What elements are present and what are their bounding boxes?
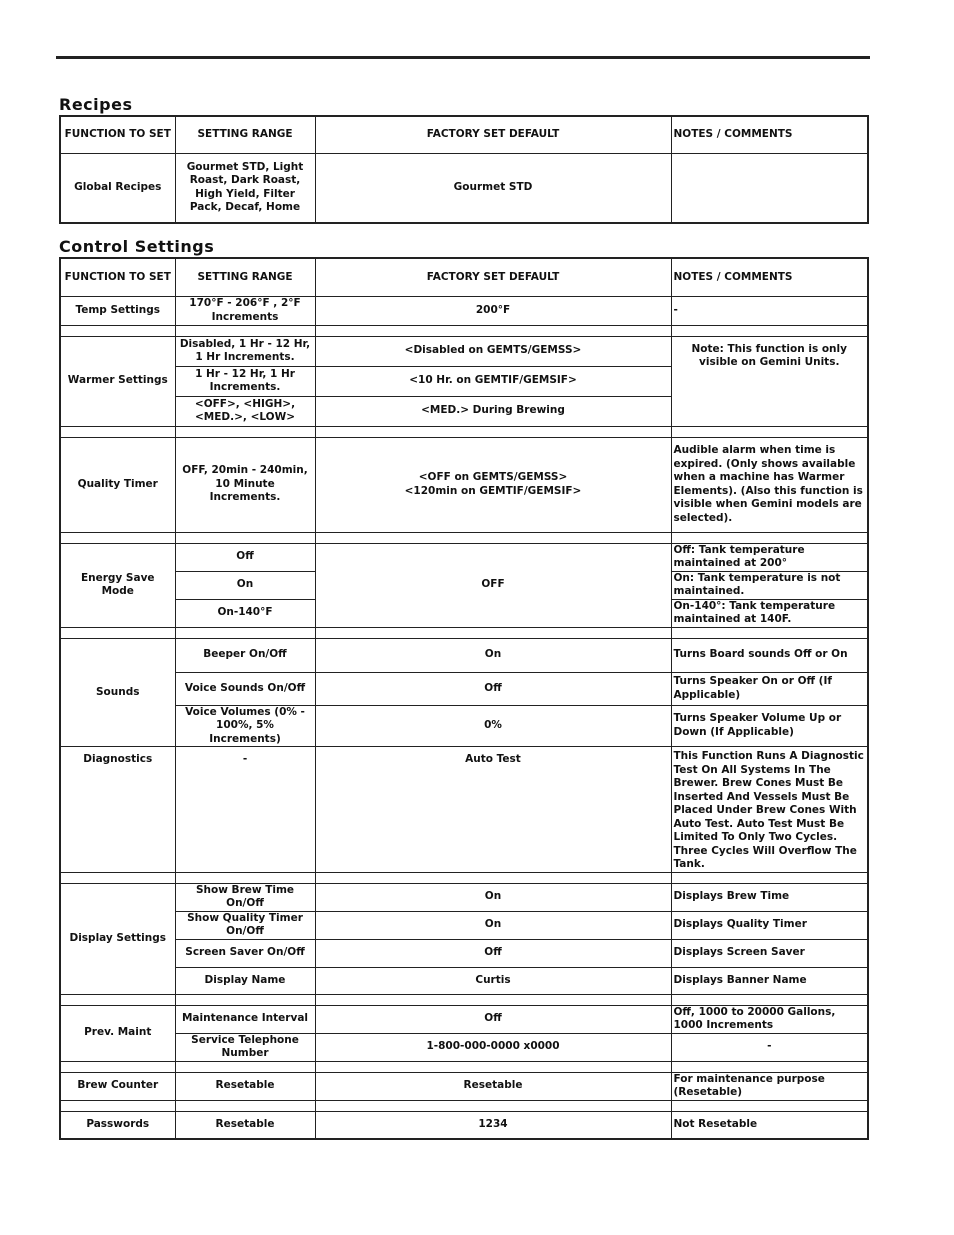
header-function: FUNCTION TO SET (60, 116, 175, 153)
default-cell (315, 437, 671, 532)
default-cell: Curtis (315, 967, 671, 994)
range-cell: OFF, 20min - 240min, 10 Minute Increments. (175, 437, 315, 532)
table-row (60, 911, 868, 939)
function-cell: Brew Counter (60, 1072, 175, 1100)
table-row (60, 705, 868, 747)
table-header-row (60, 116, 868, 153)
range-cell: Display Name (175, 967, 315, 994)
default-cell: Off (315, 1005, 671, 1033)
range-cell: Maintenance Interval (175, 1005, 315, 1033)
range-cell: <OFF>, <HIGH>, <MED.>, <LOW> (175, 396, 315, 426)
spacer-row (60, 994, 868, 1005)
spacer-row (60, 426, 868, 437)
notes-cell: Note: This function is only visible on Gemini Units. (671, 336, 868, 426)
default-cell: 1234 (315, 1111, 671, 1139)
table-row (60, 747, 868, 873)
notes-cell: - (671, 296, 868, 325)
control-settings-heading: Control Settings (59, 237, 215, 256)
default-line: <OFF on GEMTS/GEMSS> (418, 471, 568, 483)
range-cell: 1 Hr - 12 Hr, 1 Hr Increments. (175, 366, 315, 396)
table-row (60, 543, 868, 571)
range-cell: - (175, 747, 315, 873)
recipes-table (59, 115, 869, 224)
table-row (60, 967, 868, 994)
function-cell: Global Recipes (60, 153, 175, 223)
default-cell: OFF (315, 543, 671, 627)
default-cell: 1-800-000-0000 x0000 (315, 1033, 671, 1061)
table-row (60, 939, 868, 967)
default-cell: Off (315, 672, 671, 705)
range-cell: Disabled, 1 Hr - 12 Hr, 1 Hr Increments. (175, 336, 315, 366)
notes-cell: Not Resetable (671, 1111, 868, 1139)
range-cell: Screen Saver On/Off (175, 939, 315, 967)
function-cell: Display Settings (60, 883, 175, 994)
default-cell: On (315, 638, 671, 672)
default-cell: On (315, 911, 671, 939)
range-cell: Beeper On/Off (175, 638, 315, 672)
default-cell: Gourmet STD (315, 153, 671, 223)
default-cell: <10 Hr. on GEMTIF/GEMSIF> (315, 366, 671, 396)
default-cell: <Disabled on GEMTS/GEMSS> (315, 336, 671, 366)
recipes-heading: Recipes (59, 95, 133, 114)
header-notes: NOTES / COMMENTS (671, 116, 868, 153)
spacer-row (60, 872, 868, 883)
default-cell: 200°F (315, 296, 671, 325)
range-cell: Off (175, 543, 315, 571)
table-row (60, 336, 868, 366)
default-cell: <MED.> During Brewing (315, 396, 671, 426)
notes-cell: Displays Banner Name (671, 967, 868, 994)
spacer-row (60, 1100, 868, 1111)
notes-cell: On: Tank temperature is not maintained. (671, 571, 868, 599)
range-cell: Service Telephone Number (175, 1033, 315, 1061)
default-cell: On (315, 883, 671, 911)
table-row (60, 437, 868, 532)
header-default: FACTORY SET DEFAULT (315, 258, 671, 296)
function-cell: Warmer Settings (60, 336, 175, 426)
notes-cell: Turns Board sounds Off or On (671, 638, 868, 672)
spacer-row (60, 325, 868, 336)
notes-cell: Off: Tank temperature maintained at 200° (671, 543, 868, 571)
function-cell: Diagnostics (60, 747, 175, 873)
notes-cell: Audible alarm when time is expired. (Only shows available when a machine has Warmer Elements). (Also this function is visible when Gemini models are selected). (671, 437, 868, 532)
spacer-row (60, 532, 868, 543)
range-cell: On (175, 571, 315, 599)
function-cell: Quality Timer (60, 437, 175, 532)
range-cell: Show Quality Timer On/Off (175, 911, 315, 939)
spacer-row (60, 627, 868, 638)
function-cell: Passwords (60, 1111, 175, 1139)
notes-cell: - (671, 1033, 868, 1061)
header-range: SETTING RANGE (175, 258, 315, 296)
range-cell: Gourmet STD, Light Roast, Dark Roast, High Yield, Filter Pack, Decaf, Home (175, 153, 315, 223)
table-row (60, 672, 868, 705)
notes-cell (671, 153, 868, 223)
range-cell: On-140°F (175, 599, 315, 627)
notes-cell: On-140°: Tank temperature maintained at 140F. (671, 599, 868, 627)
notes-cell: Off, 1000 to 20000 Gallons, 1000 Increments (671, 1005, 868, 1033)
range-cell: 170°F - 206°F , 2°F Increments (175, 296, 315, 325)
function-cell: Prev. Maint (60, 1005, 175, 1061)
table-header-row (60, 258, 868, 296)
notes-cell: Displays Brew Time (671, 883, 868, 911)
spacer-row (60, 1061, 868, 1072)
notes-cell: Displays Screen Saver (671, 939, 868, 967)
table-row (60, 638, 868, 672)
default-cell: Auto Test (315, 747, 671, 873)
table-row (60, 883, 868, 911)
function-cell: Temp Settings (60, 296, 175, 325)
notes-cell: Turns Speaker Volume Up or Down (If Applicable) (671, 705, 868, 747)
notes-cell: Displays Quality Timer (671, 911, 868, 939)
table-row (60, 1111, 868, 1139)
header-range: SETTING RANGE (175, 116, 315, 153)
range-cell: Resetable (175, 1072, 315, 1100)
control-settings-table (59, 257, 869, 1140)
default-line: <120min on GEMTIF/GEMSIF> (404, 484, 582, 497)
header-default: FACTORY SET DEFAULT (315, 116, 671, 153)
table-row (60, 1033, 868, 1061)
range-cell: Voice Volumes (0% - 100%, 5% Increments) (175, 705, 315, 747)
notes-cell: This Function Runs A Diagnostic Test On All Systems In The Brewer. Brew Cones Must Be Inserted And Vessels Must Be Placed Under Brew Cones With Auto Test. Auto Test Must Be Limited To Only Two Cycles. Three Cycles Will Overflow The Tank. (671, 747, 868, 873)
table-row (60, 1005, 868, 1033)
range-cell: Voice Sounds On/Off (175, 672, 315, 705)
range-cell: Show Brew Time On/Off (175, 883, 315, 911)
function-cell: Energy Save Mode (60, 543, 175, 627)
notes-cell: For maintenance purpose (Resetable) (671, 1072, 868, 1100)
table-row (60, 153, 868, 223)
top-rule (56, 56, 870, 59)
default-cell: 0% (315, 705, 671, 747)
table-row (60, 296, 868, 325)
header-notes: NOTES / COMMENTS (671, 258, 868, 296)
function-cell: Sounds (60, 638, 175, 747)
default-cell: Off (315, 939, 671, 967)
default-cell: Resetable (315, 1072, 671, 1100)
notes-cell: Turns Speaker On or Off (If Applicable) (671, 672, 868, 705)
range-cell: Resetable (175, 1111, 315, 1139)
table-row (60, 1072, 868, 1100)
header-function: FUNCTION TO SET (60, 258, 175, 296)
